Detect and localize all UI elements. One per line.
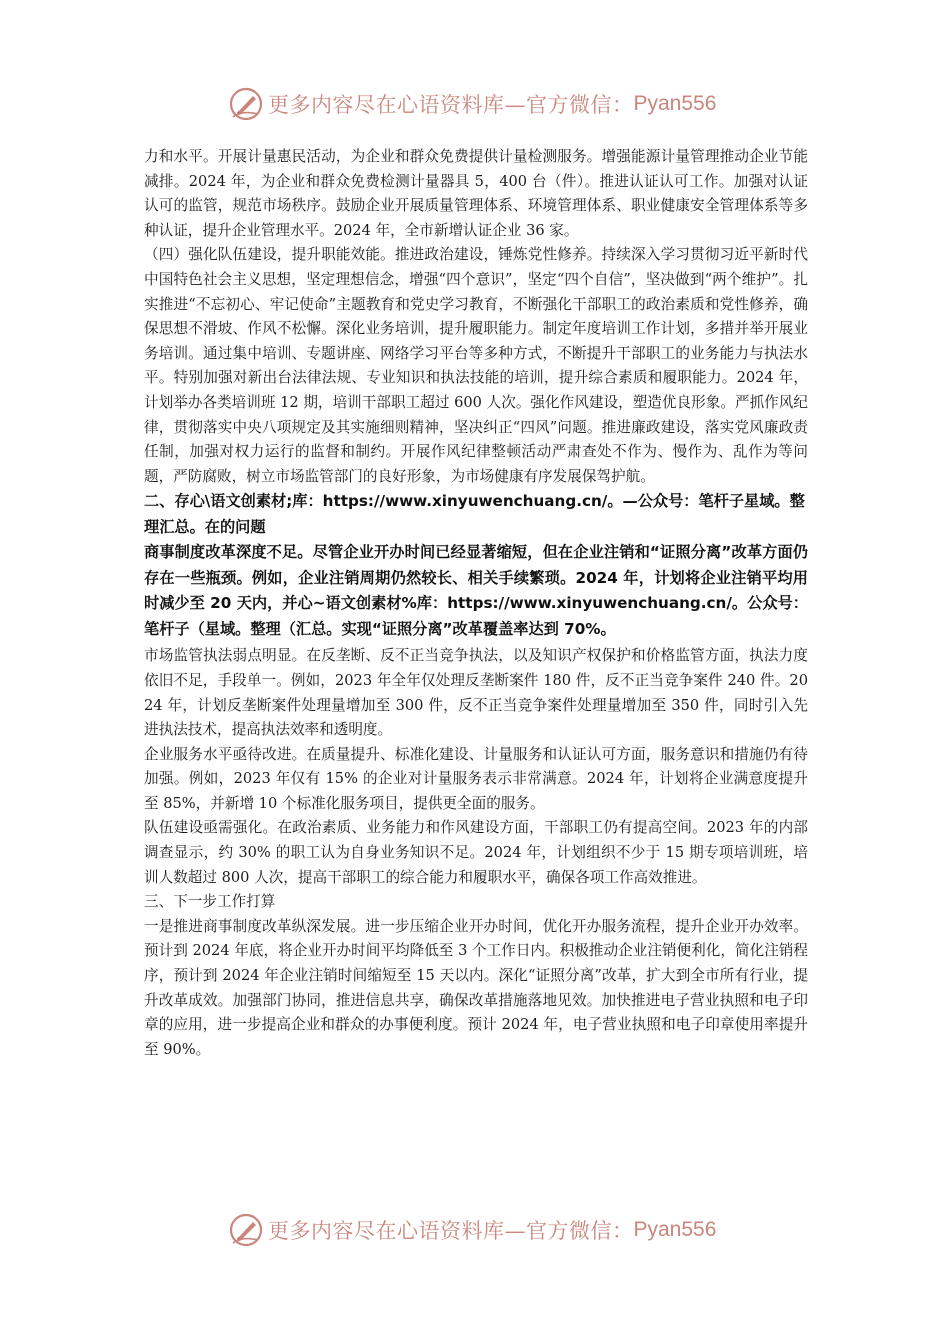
pen-logo-icon: [228, 1212, 264, 1248]
paragraph-service-level: 企业服务水平亟待改进。在质量提升、标准化建设、计量服务和认证认可方面，服务意识和措施仍有待加强。例如，2023 年仅有 15% 的企业对计量服务表示非常满意。2024 年，计划将企业满意度提升至 85%，并新增 10 个标准化服务项目，提供更全面的服务。: [144, 745, 808, 812]
pen-logo-icon: [228, 86, 264, 122]
paragraph-commercial-reform: 一是推进商事制度改革纵深发展。进一步压缩企业开办时间，优化开办服务流程，提升企业开办效率。预计到 2024 年底，将企业开办时间平均降低至 3 个工作日内。积极推动企业注销便利化，简化注销程序，预计到 2024 年企业注销时间缩短至 15 天以内。深化“证照分离”改革，扩大到全市所有行业，提升改革成效。加强部门协同，推进信息共享，确保改革措施落地见效。加快推进电子营业执照和电子印章的应用，进一步提高企业和群众的办事便利度。预计 2024 年，电子营业执照和电子印章使用率提升至 90%。: [144, 917, 808, 1058]
paragraph-team-strength: 队伍建设亟需强化。在政治素质、业务能力和作风建设方面，干部职工仍有提高空间。2023 年的内部调查显示，约 30% 的职工认为自身业务知识不足。2024 年，计划组织不少于 15 期专项培训班，培训人数超过 800 人次，提高干部职工的综合能力和履职水平，确保各项工作高效推进。: [144, 819, 808, 886]
document-body: [144, 145, 808, 1062]
paragraph-team-building: （四）强化队伍建设，提升职能效能。推进政治建设，锤炼党性修养。持续深入学习贯彻习近平新时代中国特色社会主义思想，坚定理想信念，增强“四个意识”，坚定“四个自信”，坚决做到“两个维护”。扎实推进“不忘初心、牢记使命”主题教育和党史学习教育，不断强化干部职工的政治素质和党性修养，确保思想不滑坡、作风不松懈。深化业务培训，提升履职能力。制定年度培训工作计划，多措并举开展业务培训。通过集中培训、专题讲座、网络学习平台等多种方式，不断提升干部职工的业务能力与执法水平。特别加强对新出台法律法规、专业知识和执法技能的培训，提升综合素质和履职能力。2024 年，计划举办各类培训班 12 期，培训干部职工超过 600 人次。强化作风建设，塑造优良形象。严抓作风纪律，贯彻落实中央八项规定及其实施细则精神，坚决纠正“四风”问题。推进廉政建设，落实党风廉政责任制，加强对权力运行的监督和制约。开展作风纪律整顿活动严肃查处不作为、慢作为、乱作为等问题，严防腐败，树立市场监管部门的良好形象，为市场健康有序发展保驾护航。: [144, 246, 808, 485]
section-heading-problems: 二、存心\语文创素材;库：https://www.xinyuwenchuang.cn/。—公众号：笔杆子星域。整理汇总。在的问题: [144, 492, 805, 536]
header-banner: [228, 82, 716, 126]
banner-text: 更多内容尽在心语资料库—官方微信：: [268, 93, 634, 117]
banner-text: 更多内容尽在心语资料库—官方微信：: [268, 1219, 634, 1243]
section-heading-next-steps: 三、下一步工作打算: [144, 893, 276, 911]
footer-banner: [228, 1208, 716, 1252]
banner-wechat-id: Pyan556: [633, 1218, 717, 1241]
banner-wechat-id: Pyan556: [633, 92, 717, 115]
paragraph-reform-depth: 商事制度改革深度不足。尽管企业开办时间已经显著缩短，但在企业注销和“证照分离”改革方面仍存在一些瓶颈。例如，企业注销周期仍然较长、相关手续繁琐。2024 年，计划将企业注销平均用时减少至 20 天内，并心~语文创素材%库：https://www.xinyuwenchuang.cn/。公众号：笔杆子（星域。整理（汇总。实现“证照分离”改革覆盖率达到 70%。: [144, 543, 808, 638]
paragraph-enforcement: 市场监管执法弱点明显。在反垄断、反不正当竞争执法，以及知识产权保护和价格监管方面，执法力度依旧不足，手段单一。例如，2023 年全年仅处理反垄断案件 180 件，反不正当竞争案件 240 件。2024 年，计划反垄断案件处理量增加至 300 件，反不正当竞争案件处理量增加至 350 件，同时引入先进执法技术，提高执法效率和透明度。: [144, 647, 808, 739]
paragraph-metrology: 力和水平。开展计量惠民活动，为企业和群众免费提供计量检测服务。增强能源计量管理推动企业节能减排。2024 年，为企业和群众免费检测计量器具 5，400 台（件）。推进认证认可工作。加强对认证认可的监管，规范市场秩序。鼓励企业开展质量管理体系、环境管理体系、职业健康安全管理体系等多种认证，提升企业管理水平。2024 年，全市新增认证企业 36 家。: [144, 148, 808, 239]
